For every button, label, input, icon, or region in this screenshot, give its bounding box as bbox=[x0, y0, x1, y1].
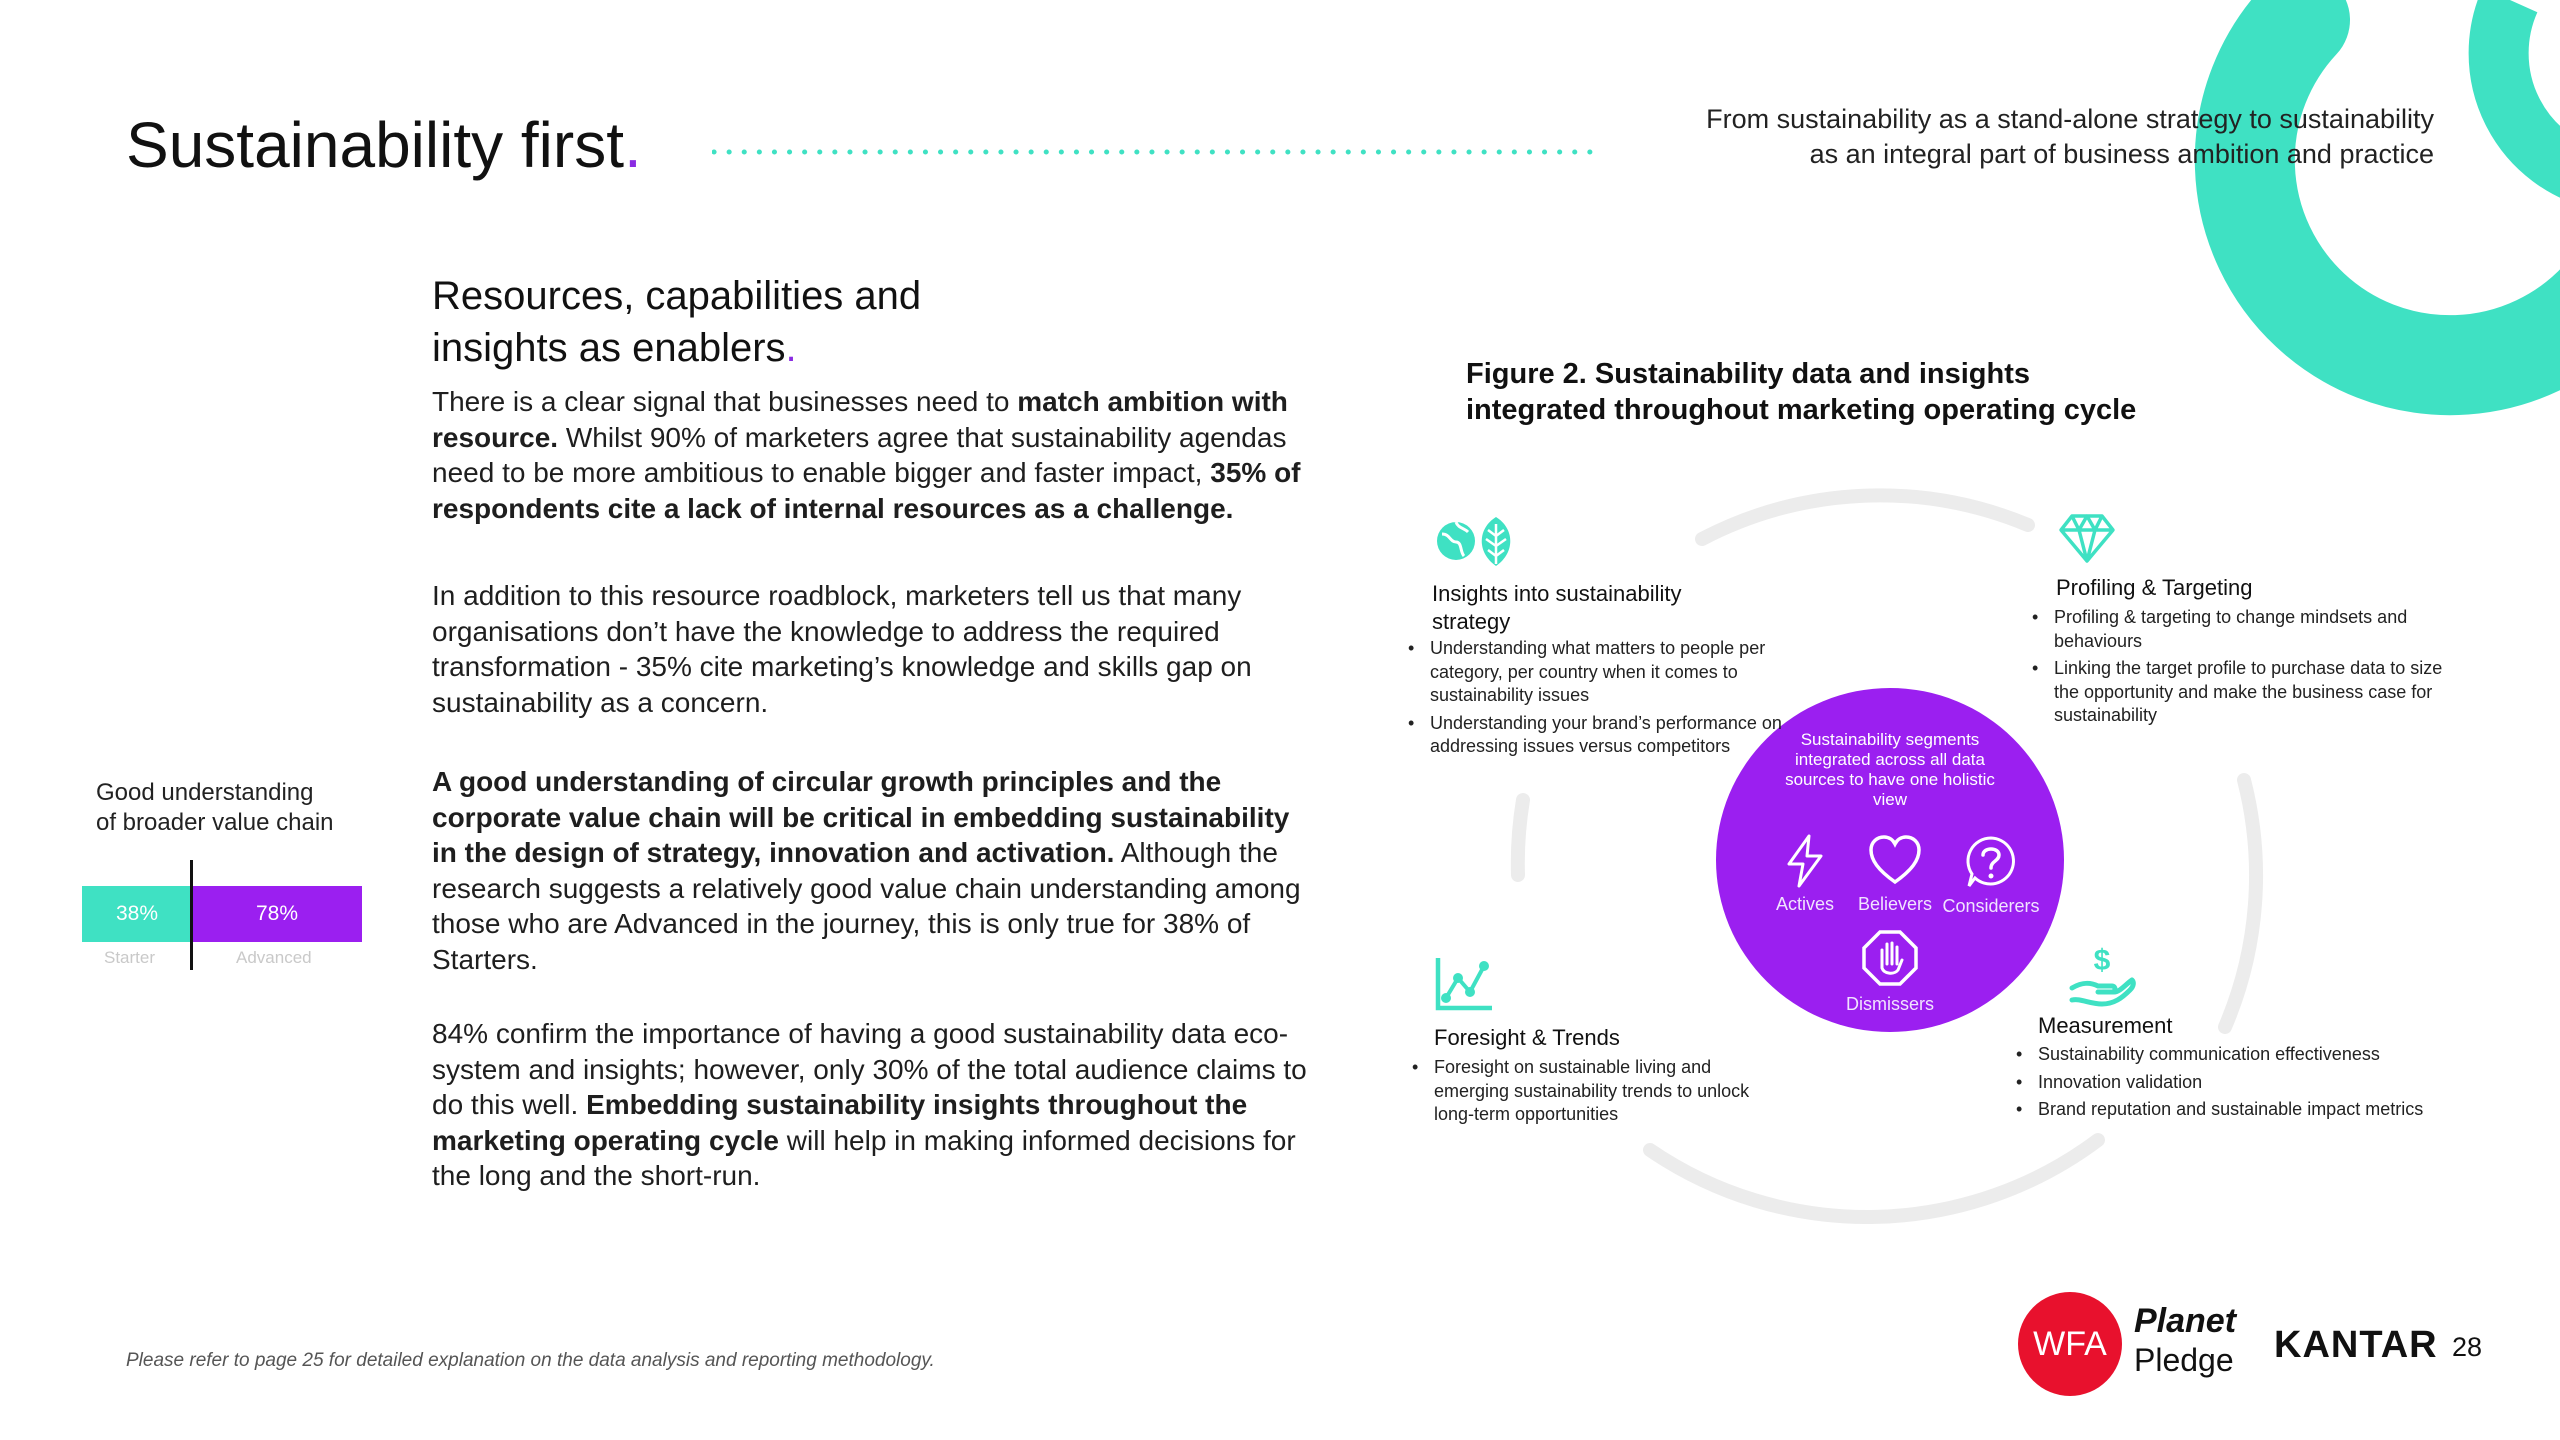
measurement-title: Measurement bbox=[2038, 1013, 2173, 1038]
list-item: • Innovation validation bbox=[2014, 1071, 2434, 1095]
page-number: 28 bbox=[2452, 1332, 2483, 1362]
advanced-bar: 78% bbox=[192, 886, 362, 942]
list-item: • Foresight on sustainable living and emerging sustainability trends to unlock long-term opportunities bbox=[1410, 1056, 1780, 1127]
page-subtitle: From sustainability as a stand-alone strategy to sustainability as an integral part of business ambition and practice bbox=[1706, 104, 2434, 169]
starter-bar: 38% bbox=[82, 886, 192, 942]
trend-chart-icon bbox=[1434, 956, 1494, 1012]
value-chain-label: Good understanding of broader value chain bbox=[96, 779, 334, 836]
globe-leaf-icon bbox=[1434, 512, 1520, 570]
insights-bullet-list bbox=[1406, 637, 1786, 763]
hand-stop-icon bbox=[1860, 928, 1920, 988]
body-paragraph-3: A good understanding of circular growth principles and the corporate value chain will be critical in embedding sustainability in the design of strategy, innovation and activation. Although the research suggests a relatively good value chain understanding among those who are Advanced in the journey, this is only true for 38% of Starters. bbox=[432, 766, 1301, 975]
center-circle-text: Sustainability segments integrated across all data sources to have one holistic view bbox=[1785, 730, 1995, 809]
body-paragraph-2: In addition to this resource roadblock, marketers tell us that many organisations don’t have the knowledge to address the required transformation - 35% cite marketing’s knowledge and skills gap on sustainability as a concern. bbox=[432, 580, 1252, 718]
diamond-icon bbox=[2058, 512, 2116, 564]
svg-text:$: $ bbox=[2093, 944, 2111, 977]
figure-title: Figure 2. Sustainability data and insights integrated throughout marketing operating cycle bbox=[1466, 358, 2137, 426]
insights-title: Insights into sustainability strategy bbox=[1432, 581, 1682, 634]
measurement-bullet-list bbox=[2014, 1043, 2434, 1126]
list-item: • Linking the target profile to purchase data to size the opportunity and make the business case for sustainability bbox=[2030, 657, 2450, 728]
segment-believers: Believers bbox=[1840, 834, 1950, 915]
list-item: • Sustainability communication effectiveness bbox=[2014, 1043, 2434, 1067]
profiling-title: Profiling & Targeting bbox=[2056, 575, 2253, 600]
question-icon bbox=[1963, 834, 2019, 890]
heart-icon bbox=[1868, 834, 1922, 888]
value-chain-divider bbox=[190, 860, 193, 970]
wfa-logo: WFA bbox=[2018, 1292, 2122, 1396]
hand-dollar-icon bbox=[2068, 942, 2136, 1008]
segment-dismissers: Dismissers bbox=[1830, 928, 1950, 1015]
footnote: Please refer to page 25 for detailed explanation on the data analysis and reporting methodology. bbox=[126, 1350, 935, 1371]
segment-considerers: Considerers bbox=[1936, 834, 2046, 917]
segment-actives: Actives bbox=[1750, 834, 1860, 915]
profiling-bullet-list bbox=[2030, 606, 2450, 732]
foresight-bullet-list bbox=[1410, 1056, 1780, 1131]
advanced-caption: Advanced bbox=[236, 948, 312, 967]
title-dotted-line bbox=[712, 146, 1604, 158]
list-item: • Profiling & targeting to change mindsets and behaviours bbox=[2030, 606, 2450, 653]
page-title: Sustainability first. bbox=[126, 109, 642, 181]
planet-pledge-logo-pledge: Pledge bbox=[2134, 1342, 2234, 1378]
foresight-title: Foresight & Trends bbox=[1434, 1025, 1620, 1050]
list-item: • Brand reputation and sustainable impact metrics bbox=[2014, 1098, 2434, 1122]
body-paragraph-1: There is a clear signal that businesses need to match ambition with resource. Whilst 90% of marketers agree that sustainability agendas need to be more ambitious to enable bigger and faster impact, 35% of respondents cite a lack of internal resources as a challenge. bbox=[432, 386, 1301, 524]
list-item: • Understanding your brand’s performance on addressing issues versus competitors bbox=[1406, 712, 1786, 759]
starter-caption: Starter bbox=[104, 948, 156, 967]
list-item: • Understanding what matters to people per category, per country when it comes to sustainability issues bbox=[1406, 637, 1786, 708]
lightning-icon bbox=[1783, 834, 1827, 888]
section-heading: Resources, capabilities and insights as enablers. bbox=[432, 274, 922, 370]
kantar-logo: KANTAR bbox=[2274, 1324, 2438, 1366]
body-paragraph-4: 84% confirm the importance of having a good sustainability data eco-system and insights; however, only 30% of the total audience claims to do this well. Embedding sustainability insights throughout the marketing operating cycle will help in making informed decisions for the long and the short-run. bbox=[432, 1018, 1307, 1191]
planet-pledge-logo-planet: Planet bbox=[2134, 1302, 2237, 1340]
